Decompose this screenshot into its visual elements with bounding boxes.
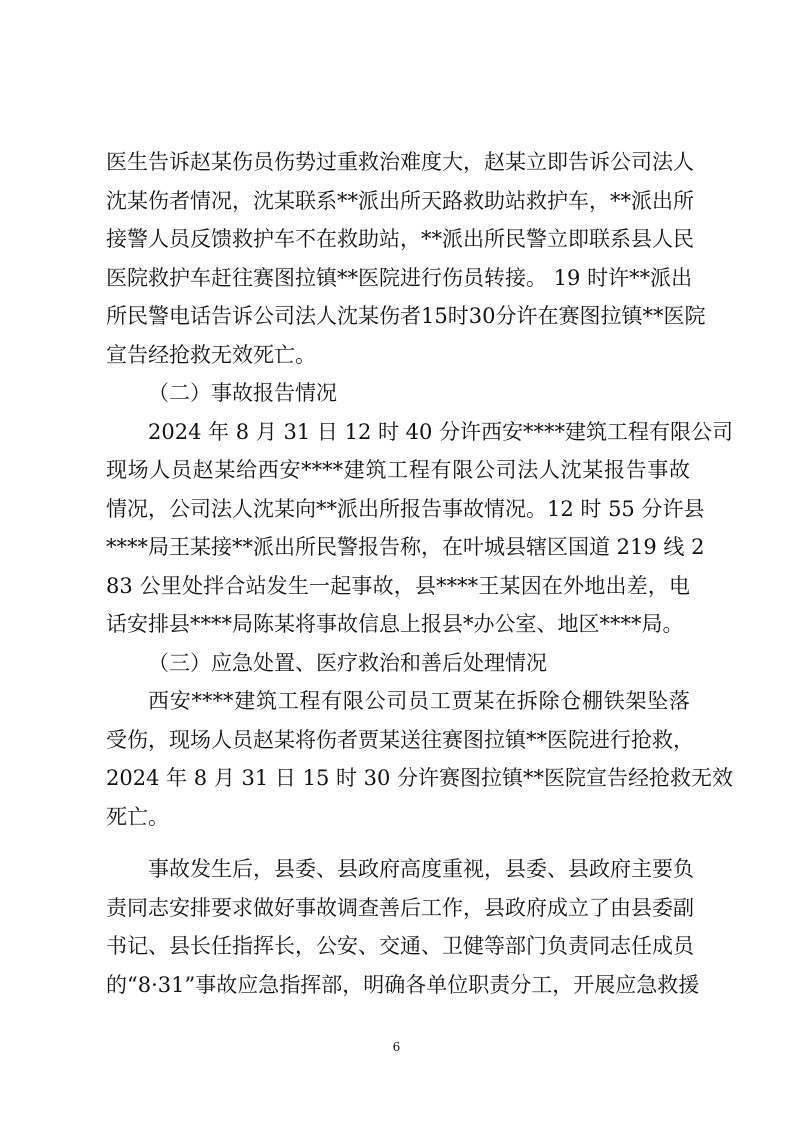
text-line: 责同志安排要求做好事故调查善后工作，县政府成立了由县委副 xyxy=(106,895,694,920)
paragraph-accident-report xyxy=(106,413,734,644)
text-line: 情况，公司法人沈某向**派出所报告事故情况。12 时 55 分许县 xyxy=(106,496,705,521)
section-heading-emergency-response: （三）应急处置、医疗救治和善后处理情况 xyxy=(148,650,547,675)
text-line: 书记、县长任指挥长，公安、交通、卫健等部门负责同志任成员 xyxy=(106,934,694,958)
document-body xyxy=(106,143,734,1004)
text-line: 现场人员赵某给西安****建筑工程有限公司法人沈某报告事故 xyxy=(106,458,690,482)
paragraph-spacer xyxy=(106,836,690,850)
text-line: ****局王某接**派出所民警报告称，在叶城县辖区国道 219 线 2 xyxy=(106,535,705,559)
paragraph-emergency-treatment xyxy=(106,682,734,836)
text-line: 接警人员反馈救护车不在救助站，**派出所民警立即联系县人民 xyxy=(106,227,694,251)
page-number: 6 xyxy=(392,1040,401,1054)
text-line: 2024 年 8 月 31 日 15 时 30 分许赛图拉镇**医院宣告经抢救无效 xyxy=(106,766,734,790)
text-line: 西安****建筑工程有限公司员工贾某在拆除仓棚铁架坠落 xyxy=(148,689,690,713)
text-line: 医院救护车赶往赛图拉镇**医院进行伤员转接。 19 时许**派出 xyxy=(106,265,693,290)
text-line: 83 公里处拌合站发生一起事故，县****王某因在外地出差，电 xyxy=(106,573,690,598)
text-line: 医生告诉赵某伤员伤势过重救治难度大，赵某立即告诉公司法人 xyxy=(106,150,694,174)
paragraph-rescue-transfer xyxy=(106,143,706,374)
section-heading-accident-report: （二）事故报告情况 xyxy=(148,381,337,405)
text-line: 沈某伤者情况，沈某联系**派出所天路救助站救护车，**派出所 xyxy=(106,188,694,213)
text-line: 2024 年 8 月 31 日 12 时 40 分许西安****建筑工程有限公司 xyxy=(148,419,734,444)
text-line: 宣告经抢救无效死亡。 xyxy=(106,342,316,367)
text-line: 死亡。 xyxy=(106,804,169,829)
text-line: 受伤，现场人员赵某将伤者贾某送往赛图拉镇**医院进行抢救， xyxy=(106,727,694,752)
paragraph-aftermath xyxy=(106,850,700,1004)
text-line: 的“8·31”事故应急指挥部，明确各单位职责分工，开展应急救援 xyxy=(106,972,700,997)
text-line: 话安排县****局陈某将事故信息上报县*办公室、地区****局。 xyxy=(106,612,684,636)
text-line: 所民警电话告诉公司法人沈某伤者15时30分许在赛图拉镇**医院 xyxy=(106,304,706,328)
text-line: 事故发生后，县委、县政府高度重视，县委、县政府主要负 xyxy=(148,857,694,881)
